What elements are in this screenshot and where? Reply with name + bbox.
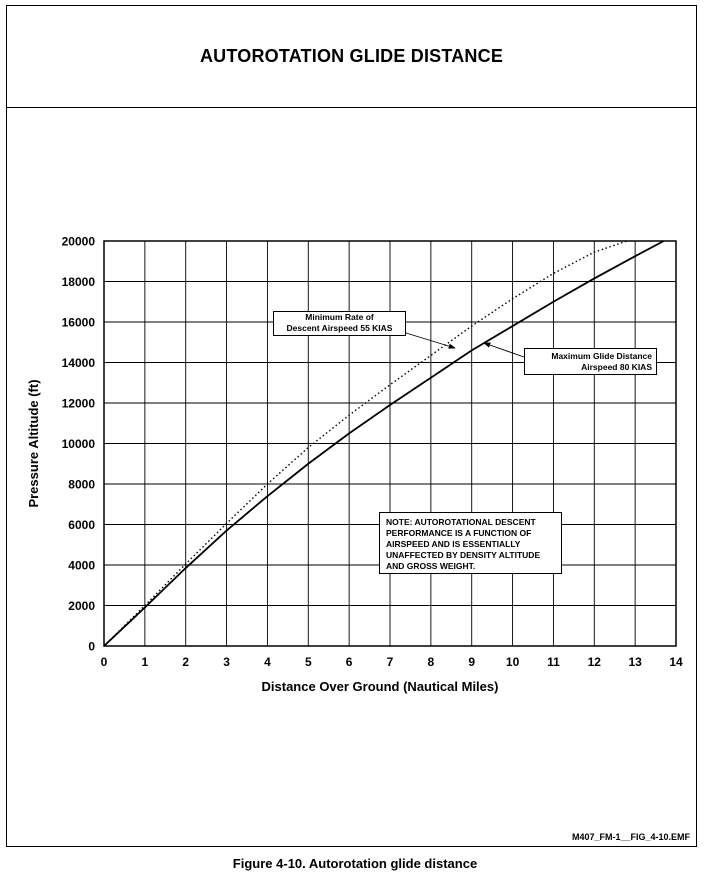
- x-tick-label: 11: [547, 655, 560, 669]
- annotation-max-glide-line1: Maximum Glide Distance: [551, 351, 652, 361]
- y-tick-label: 14000: [61, 356, 95, 370]
- annotation-min-rate-line2: Descent Airspeed 55 KIAS: [286, 323, 393, 333]
- y-tick-label: 8000: [68, 477, 95, 492]
- y-tick-label: 4000: [68, 558, 95, 573]
- x-tick-label: 10: [505, 655, 520, 669]
- note-box: [379, 512, 562, 574]
- y-tick-label: 0: [88, 639, 95, 654]
- chart-title: AUTOROTATION GLIDE DISTANCE: [199, 46, 504, 66]
- note-line-1: NOTE: AUTOROTATIONAL DESCENT: [386, 517, 536, 527]
- x-tick-label: 14: [669, 655, 683, 669]
- x-tick-label: 13: [628, 655, 642, 669]
- x-tick-label: 1: [141, 655, 149, 669]
- y-tick-label: 6000: [68, 518, 95, 532]
- x-tick-label: 2: [182, 655, 190, 669]
- annotation-max-glide-line2: Airspeed 80 KIAS: [581, 362, 652, 372]
- y-tick-label: 2000: [68, 599, 95, 613]
- note-line-5: AND GROSS WEIGHT.: [386, 561, 476, 571]
- figure-caption: Figure 4-10. Autorotation glide distance: [232, 856, 478, 871]
- y-tick-label: 20000: [61, 234, 95, 249]
- x-axis-label: Distance Over Ground (Nautical Miles): [261, 679, 499, 694]
- y-tick-label: 12000: [61, 396, 95, 411]
- x-tick-label: 4: [264, 655, 271, 669]
- note-line-3: AIRSPEED AND IS ESSENTIALLY: [386, 539, 521, 549]
- y-tick-label: 18000: [61, 275, 95, 289]
- file-id: M407_FM-1__FIG_4-10.EMF: [571, 832, 690, 842]
- max-glide-leader-arrow: [484, 343, 524, 357]
- annotation-min-rate: [273, 311, 406, 336]
- x-tick-label: 3: [223, 655, 230, 669]
- y-axis-label: Pressure Altitude (ft): [26, 379, 41, 508]
- x-tick-label: 7: [386, 655, 394, 669]
- annotation-min-rate-line1: Minimum Rate of: [305, 312, 374, 322]
- x-tick-label: 9: [468, 655, 476, 669]
- note-line-4: UNAFFECTED BY DENSITY ALTITUDE: [386, 550, 541, 560]
- x-tick-label: 6: [345, 655, 353, 669]
- note-line-2: PERFORMANCE IS A FUNCTION OF: [386, 528, 532, 538]
- x-tick-label: 8: [427, 655, 435, 669]
- x-tick-label: 0: [100, 655, 108, 669]
- y-tick-label: 16000: [61, 315, 95, 330]
- y-tick-label: 10000: [61, 437, 95, 451]
- annotation-max-glide: [524, 348, 657, 375]
- x-tick-label: 5: [304, 655, 312, 669]
- x-tick-label: 12: [587, 655, 601, 669]
